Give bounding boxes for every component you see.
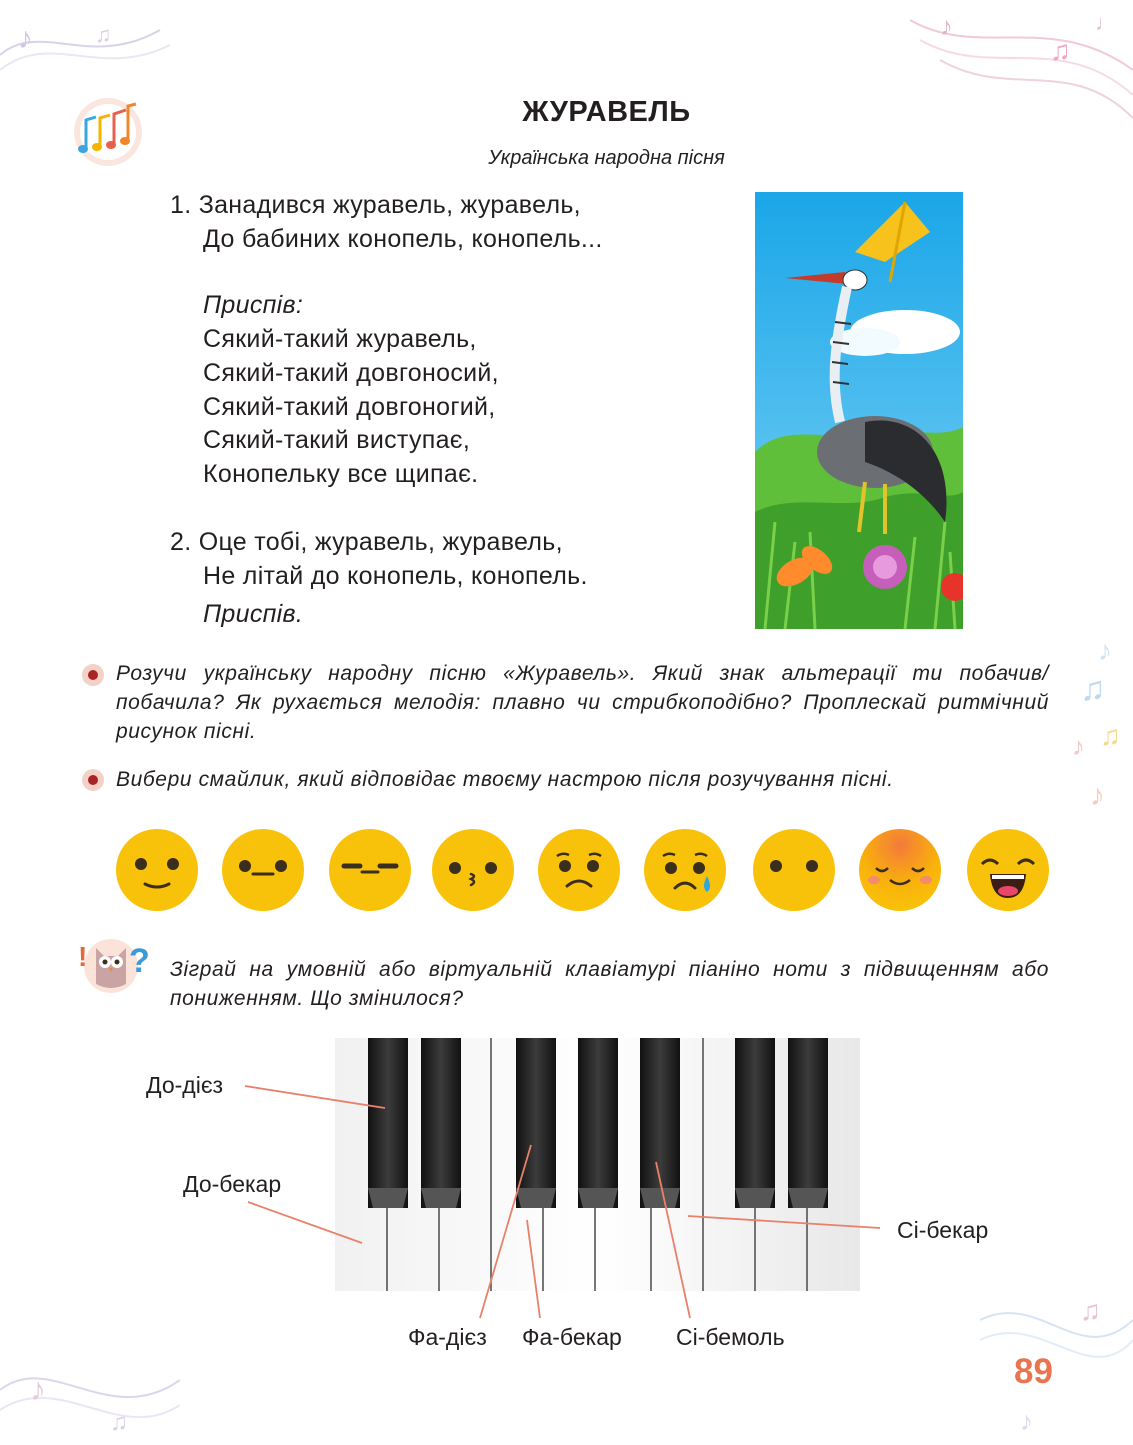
- verse1-line1: 1. Занадився журавель, журавель,: [170, 191, 581, 219]
- task1-text: Розучи українську народну пісню «Журавель». Який знак альтерації ти побачив/побачила? Як рухається мелодія: плавно чи стрибкоподібно? Проплескай ритмічний рисунок пісні.: [116, 662, 1049, 743]
- smiley-unamused[interactable]: [328, 828, 412, 912]
- corner-music-decoration-top-left: [0, 0, 170, 90]
- side-music-notes-decoration: [1070, 630, 1133, 815]
- label-si-bekar: Сі-бекар: [897, 1217, 989, 1243]
- svg-text:♫: ♫: [1080, 1295, 1101, 1326]
- label-do-diez: До-дієз: [146, 1072, 224, 1098]
- task3-text: Зіграй на умовній або віртуальній клавіатурі піаніно ноти з підвищенням або пониженням. Що змінилося?: [170, 958, 1049, 1010]
- verse2-line1: 2. Оце тобі, журавель, журавель,: [170, 528, 563, 556]
- label-do-bekar: До-бекар: [183, 1171, 282, 1197]
- smiley-worried[interactable]: [537, 828, 621, 912]
- svg-text:?: ?: [129, 942, 150, 980]
- song-title: ЖУРАВЕЛЬ: [522, 96, 691, 128]
- chorus-line: Конопельку все щипає.: [203, 460, 479, 488]
- task2-text: Вибери смайлик, який відповідає твоєму настрою після розучування пісні.: [116, 768, 894, 791]
- label-si-bemol: Сі-бемоль: [676, 1324, 785, 1350]
- piano-keyboard: [335, 1038, 860, 1291]
- verse2-line2: Не літай до конопель, конопель.: [203, 562, 588, 590]
- svg-text:♫: ♫: [110, 1409, 128, 1436]
- chorus-line: Сякий-такий довгоносий,: [203, 359, 499, 387]
- svg-text:♫: ♫: [1100, 720, 1121, 751]
- svg-text:♪: ♪: [18, 22, 33, 55]
- crane-illustration: [755, 192, 963, 629]
- page-number: 89: [1014, 1352, 1053, 1391]
- svg-text:♪: ♪: [1072, 731, 1085, 761]
- svg-text:♪: ♪: [30, 1371, 46, 1407]
- svg-text:!: !: [78, 941, 88, 972]
- svg-text:♫: ♫: [1080, 670, 1106, 708]
- smiley-neutral[interactable]: [221, 828, 305, 912]
- svg-text:♩: ♩: [1095, 10, 1117, 35]
- owl-question-icon: [74, 938, 154, 994]
- chorus-line: Сякий-такий довгоногий,: [203, 393, 496, 421]
- svg-text:♪: ♪: [1090, 779, 1105, 812]
- smiley-laughing[interactable]: [966, 828, 1050, 912]
- smiley-blank[interactable]: [752, 828, 836, 912]
- smiley-kissing[interactable]: [431, 828, 515, 912]
- chorus-line: Сякий-такий виступає,: [203, 426, 471, 454]
- svg-text:♪: ♪: [940, 11, 953, 41]
- label-fa-bekar: Фа-бекар: [522, 1324, 622, 1350]
- svg-text:♪: ♪: [1020, 1406, 1033, 1436]
- smiley-smiling[interactable]: [115, 828, 199, 912]
- corner-music-decoration-bottom-left: [0, 1310, 180, 1445]
- svg-text:♫: ♫: [95, 22, 112, 47]
- task-bullet: [82, 664, 104, 686]
- label-fa-diez: Фа-дієз: [408, 1324, 487, 1350]
- svg-text:♪: ♪: [1098, 635, 1112, 666]
- smiley-crying[interactable]: [643, 828, 727, 912]
- corner-music-decoration-bottom-right: [980, 1280, 1133, 1445]
- chorus-reference: Приспів.: [203, 600, 304, 628]
- chorus-line: Сякий-такий журавель,: [203, 325, 477, 353]
- chorus-label: Приспів:: [203, 291, 304, 319]
- task-bullet: [82, 769, 104, 791]
- svg-text:♫: ♫: [1050, 35, 1071, 66]
- song-subtitle: Українська народна пісня: [488, 147, 725, 169]
- smiley-blushing[interactable]: [858, 828, 942, 912]
- verse1-line2: До бабиних конопель, конопель...: [203, 225, 603, 253]
